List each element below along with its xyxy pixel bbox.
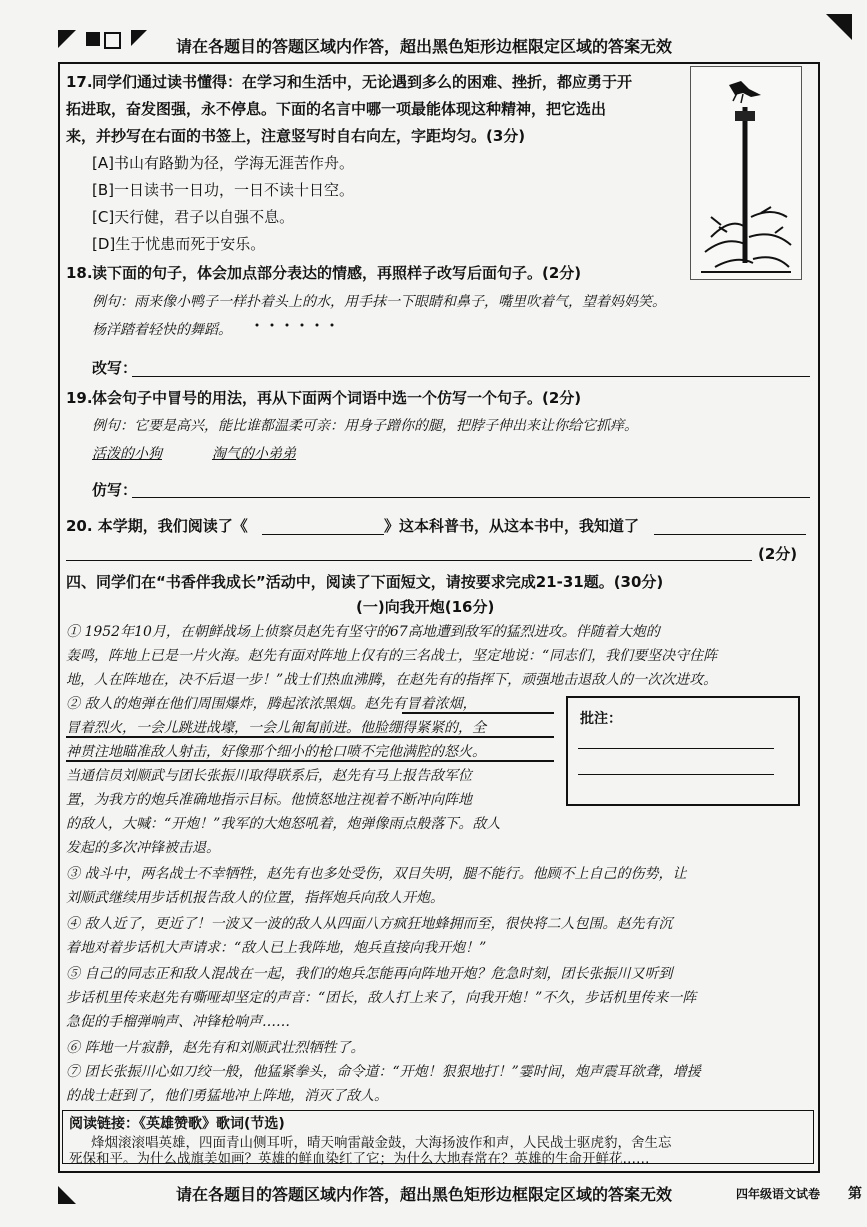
q20-text-a: 20. 本学期，我们阅读了《 [66,517,248,535]
para1-line-1: ① 1952年10月，在朝鲜战场上侦察员赵先有坚守的67高地遭到敌军的猛烈进攻。伴随着大炮的 [66,624,660,640]
footer-notice: 请在各题目的答题区域内作答，超出黑色矩形边框限定区域的答案无效 [176,1185,673,1204]
q17-line-2: 拓进取，奋发图强，永不停息。下面的名言中哪一项最能体现这种精神，把它选出 [66,100,607,118]
q17-line-3: 来，并抄写在右面的书签上，注意竖写时自右向左，字距均匀。(3分) [66,127,526,145]
q17-option-d: [D]生于忧患而死于安乐。 [92,235,266,253]
bottom-left-alignment-mark [58,1186,76,1204]
q19-imitate-label: 仿写： [92,481,138,499]
para4-line-1: ④ 敌人近了，更近了！一波又一波的敌人从四面八方疯狂地蜂拥而至，很快将二人包围。赵先有沉 [66,916,673,932]
para1-line-3: 地，人在阵地在，决不后退一步！”战士们热血沸腾，在赵先有的指挥下，顽强地击退敌人的一次次进攻。 [66,672,718,688]
passage-title: (一)向我开炮(16分) [356,598,495,616]
bookmark-bird-bamboo-icon [691,67,801,279]
q18-emphasis-dots [252,313,382,319]
top-left-empty-square-mark [104,32,121,49]
q17-option-b: [B]一日读书一日功，一日不读十日空。 [92,181,354,199]
q18-rewrite-label: 改写： [92,359,138,377]
q20-answer-line-1[interactable] [654,534,806,535]
para2-line-6: 的敌人，大喊：“开炮！”我军的大炮怒吼着，炮弹像雨点般落下。敌人 [66,816,501,832]
para7-line-2: 的战士赶到了，他们勇猛地冲上阵地，消灭了敌人。 [66,1088,388,1104]
q19-number: 19. [66,389,93,407]
para2-underline-3 [66,760,554,762]
para7-line-1: ⑦ 团长张振川心如刀绞一般，他猛紧拳头，命令道：“开炮！狠狠地打！”霎时间，炮声震耳欲聋，增援 [66,1064,701,1080]
q18-number: 18. [66,264,93,282]
q20-book-title-blank[interactable] [262,534,384,535]
reading-link-box [62,1110,814,1167]
q19-choice-a: 活泼的小狗 [92,446,162,462]
q20-answer-line-2[interactable] [66,560,752,561]
para3-line-2: 刘顺武继续用步话机报告敌人的位置，指挥炮兵向敌人开炮。 [66,890,444,906]
annotation-line-1[interactable] [578,748,774,749]
para1-line-2: 轰鸣，阵地上已是一片火海。赵先有面对阵地上仅有的三名战士，坚定地说：“同志们，我们要坚决守住阵 [66,648,718,664]
q19-example: 例句：它要是高兴，能比谁都温柔可亲：用身子蹭你的腿，把脖子伸出来让你给它抓痒。 [92,418,638,434]
q18-prompt: 读下面的句子，体会加点部分表达的情感，再照样子改写后面句子。(2分) [92,264,582,282]
footer-exam-name: 四年级语文试卷 [736,1187,821,1201]
top-right-alignment-mark [826,14,852,40]
para5-line-1: ⑤ 自己的同志正和敌人混战在一起，我们的炮兵怎能再向阵地开炮？危急时刻，团长张振川又听到 [66,966,673,982]
top-left-filled-square-mark [86,32,100,46]
q20-score: (2分) [758,545,798,563]
q18-example-2: 杨洋踏着轻快的舞蹈。 [92,322,232,338]
para2-line-4: 当通信员刘顺武与团长张振川取得联系后，赵先有马上报告敌军位 [66,768,472,784]
annotation-line-2[interactable] [578,774,774,775]
para4-line-2: 着地对着步话机大声请求：“敌人已上我阵地，炮兵直接向我开炮！” [66,940,487,956]
annotation-box[interactable] [566,696,800,806]
q17-number: 17. [66,73,93,91]
bookmark-answer-box[interactable] [690,66,802,280]
q18-rewrite-line[interactable] [132,376,810,377]
para2-line-7: 发起的多次冲锋被击退。 [66,840,220,856]
para2-line-2: 冒着烈火，一会儿跳进战壕，一会儿匍匐前进。他脸绷得紧紧的，全 [66,720,486,736]
para5-line-2: 步话机里传来赵先有嘶哑却坚定的声音：“团长，敌人打上来了，向我开炮！”不久，步话机里传来一阵 [66,990,697,1006]
q17-line-1: 同学们通过读书懂得：在学习和生活中，无论遇到多么的困难、挫折，都应勇于开 [92,73,633,91]
reading-link-line-2: 死保和平。为什么战旗美如画？英雄的鲜血染红了它；为什么大地春常在？英雄的生命开鲜花…… [69,1151,650,1167]
q17-option-a: [A]书山有路勤为径，学海无涯苦作舟。 [92,154,354,172]
q19-imitate-line[interactable] [132,497,810,498]
annotation-label: 批注： [580,711,622,727]
top-mid-alignment-mark [131,30,147,46]
section4-heading: 四、同学们在“书香伴我成长”活动中，阅读了下面短文，请按要求完成21-31题。(30分) [66,573,664,591]
reading-link-line-1: 烽烟滚滚唱英雄，四面青山侧耳听，晴天响雷敲金鼓，大海扬波作和声，人民战士驱虎豹，舍生忘 [91,1135,672,1151]
para2-underline-2 [66,736,554,738]
para2-line-1: ② 敌人的炮弹在他们周围爆炸，腾起浓浓黑烟。赵先有冒着浓烟， [66,696,477,712]
para2-line-5: 置，为我方的炮兵准确地指示目标。他愤怒地注视着不断冲向阵地 [66,792,472,808]
para2-underline-1 [402,712,554,714]
para5-line-3: 急促的手榴弹响声、冲锋枪响声…… [66,1014,290,1030]
reading-link-title: 阅读链接：《英雄赞歌》歌词(节选) [69,1116,285,1132]
q19-choice-b: 淘气的小弟弟 [212,446,296,462]
top-left-alignment-mark [58,30,76,48]
para6-line: ⑥ 阵地一片寂静，赵先有和刘顺武壮烈牺牲了。 [66,1040,365,1056]
q17-option-c: [C]天行健，君子以自强不息。 [92,208,295,226]
q19-prompt: 体会句子中冒号的用法，再从下面两个词语中选一个仿写一个句子。(2分) [92,389,582,407]
header-notice: 请在各题目的答题区域内作答，超出黑色矩形边框限定区域的答案无效 [176,37,673,56]
footer-page-fragment: 第 [848,1186,862,1202]
q20-text-b: 》这本科普书，从这本书中，我知道了 [384,517,640,535]
para2-line-3: 神贯注地瞄准敌人射击，好像那个细小的枪口喷不完他满腔的怒火。 [66,744,486,760]
para3-line-1: ③ 战斗中，两名战士不幸牺牲，赵先有也多处受伤，双目失明，腿不能行。他顾不上自己的伤势，让 [66,866,687,882]
q18-example-1: 例句：雨来像小鸭子一样扑着头上的水，用手抹一下眼睛和鼻子，嘴里吹着气，望着妈妈笑。 [92,294,666,310]
